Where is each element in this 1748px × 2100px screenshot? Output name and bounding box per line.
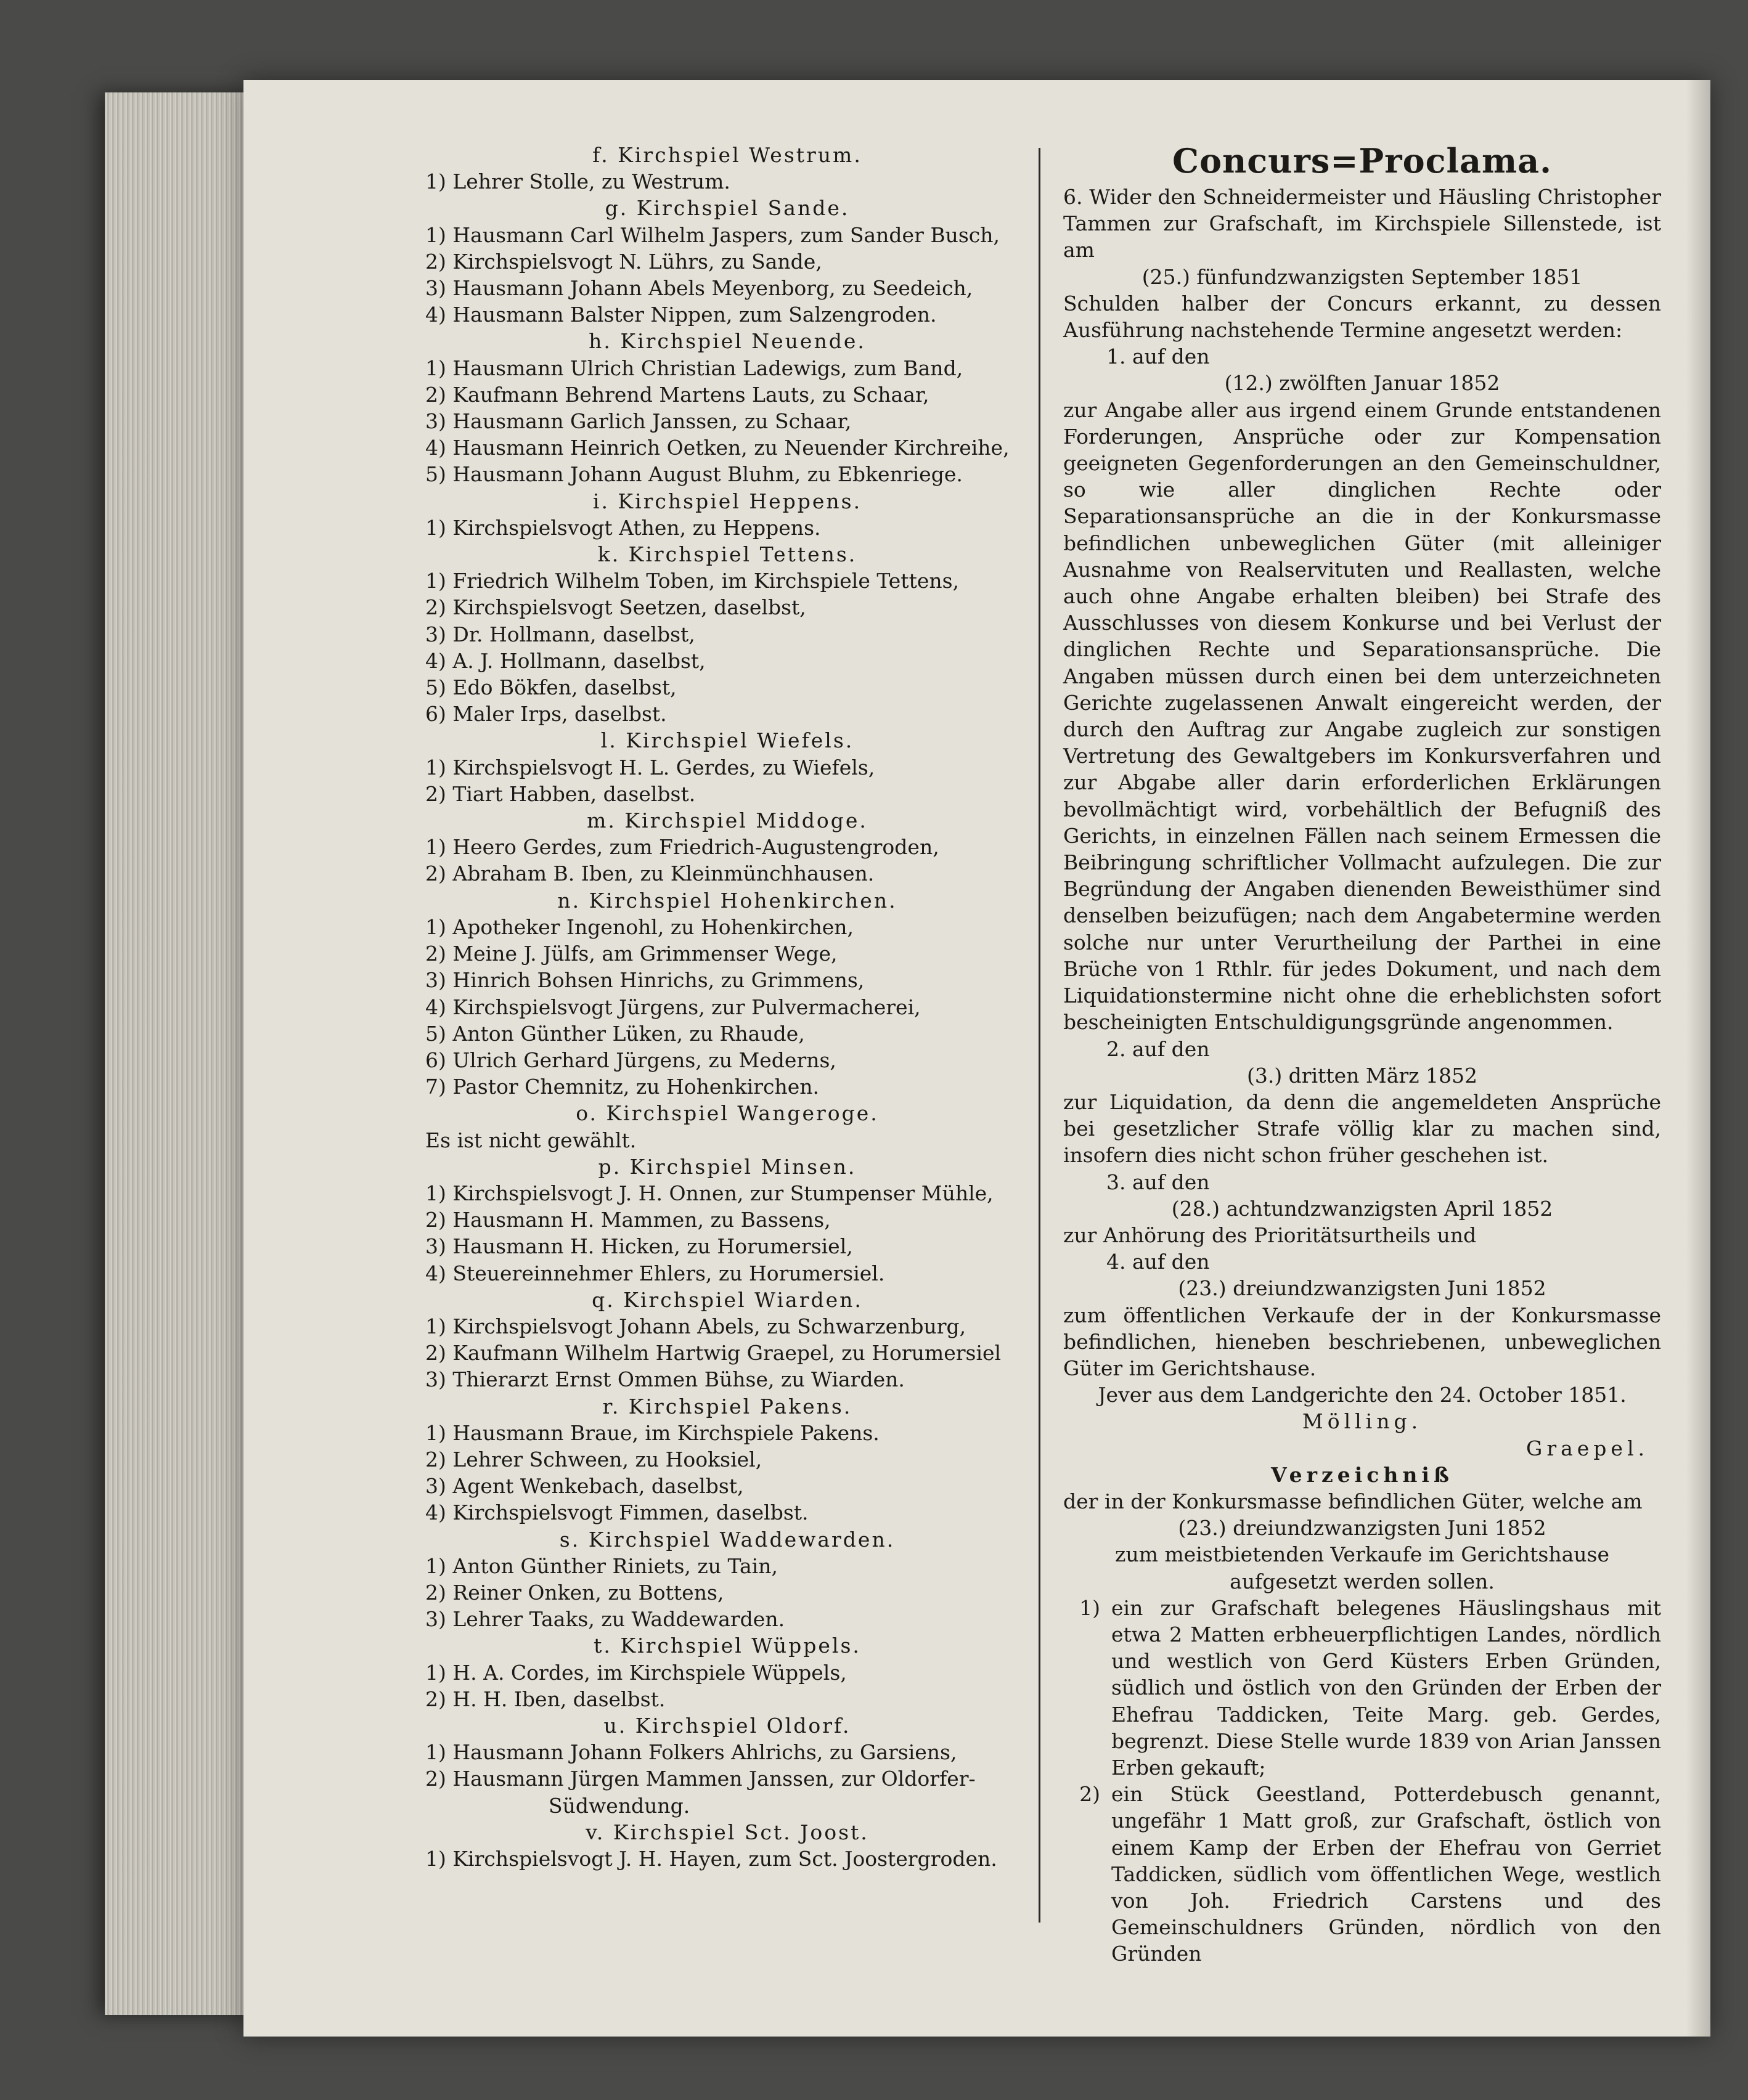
elector-entry: 4) Kirchspielsvogt Jürgens, zur Pulvermacherei, [425, 995, 921, 1019]
parish-heading: i. Kirchspiel Heppens. [592, 489, 862, 513]
book-page-edges [105, 92, 253, 2015]
parish-heading: u. Kirchspiel Oldorf. [603, 1713, 851, 1738]
term-3-label: 3. auf den [1106, 1170, 1210, 1194]
term-4-text: zum öffentlichen Verkaufe der in der Konkursmasse befindlichen, hieneben beschriebenen, unbeweglichen Güter im Gerichtshause. [1063, 1303, 1661, 1380]
elector-entry: 3) Agent Wenkebach, daselbst, [425, 1474, 744, 1499]
term-1-date: (12.) zwölften Januar 1852 [1224, 371, 1500, 396]
elector-entry: 7) Pastor Chemnitz, zu Hohenkirchen. [425, 1075, 819, 1099]
parish-heading: h. Kirchspiel Neuende. [589, 329, 866, 354]
elector-entry: 4) Hausmann Balster Nippen, zum Salzengroden. [425, 303, 937, 327]
term-4-date: (23.) dreiundzwanzigsten Juni 1852 [1178, 1276, 1546, 1301]
parish-heading: o. Kirchspiel Wangeroge. [576, 1101, 879, 1126]
proclama-intro: 6. Wider den Schneidermeister und Häusling Christopher Tammen zur Grafschaft, im Kirchspiele Sillenstede, ist am [1063, 185, 1661, 262]
property-item-text: ein zur Grafschaft belegenes Häuslingshaus mit etwa 2 Matten erbheuerpflichtigen Landes, nördlich und westlich von Gerd Küsters Erben Gründen, südlich und östlich von den Gründen der Erben der Ehefrau Taddicken, Teite Marg. geb. Gerdes, begrenzt. Diese Stelle wurde 1839 von Arian Janssen Erben gekauft; [1111, 1595, 1661, 1780]
elector-entry: 3) Hausmann Garlich Janssen, zu Schaar, [425, 409, 852, 434]
term-2-date: (3.) dritten März 1852 [1246, 1063, 1478, 1088]
left-column-electors-list [425, 142, 1029, 1872]
elector-entry: 2) H. H. Iben, daselbst. [425, 1687, 666, 1711]
place-date-line: Jever aus dem Landgerichte den 24. October 1851. [1098, 1383, 1627, 1407]
term-2-label: 2. auf den [1106, 1036, 1210, 1061]
parish-heading: l. Kirchspiel Wiefels. [600, 728, 854, 753]
elector-entry: 2) Lehrer Schween, zu Hooksiel, [425, 1447, 762, 1471]
property-item-text: ein Stück Geestland, Potterdebusch genannt, ungefähr 1 Matt groß, zur Grafschaft, östlich von einem Kamp der Erben der Ehefrau von Gerriet Taddicken, südlich vom öffentlichen Wege, westlich von Joh. Friedrich Carstens und des Gemeinschuldners Gründen, nördlich von den Gründen [1111, 1782, 1661, 1966]
proclama-intro-2: Schulden halber der Concurs erkannt, zu dessen Ausführung nachstehende Termine angesetzt werden: [1063, 291, 1661, 343]
elector-entry: 4) Kirchspielsvogt Fimmen, daselbst. [425, 1500, 809, 1525]
elector-entry: 1) Hausmann Johann Folkers Ahlrichs, zu Garsiens, [425, 1740, 957, 1765]
elector-entry: 6) Ulrich Gerhard Jürgens, zu Mederns, [425, 1048, 836, 1072]
property-item [1063, 1781, 1661, 1967]
elector-entry: 1) Kirchspielsvogt J. H. Onnen, zur Stumpenser Mühle, [425, 1181, 994, 1205]
parish-heading: t. Kirchspiel Wüppels. [594, 1634, 861, 1658]
elector-entry: 1) Kirchspielsvogt Athen, zu Heppens. [425, 515, 821, 540]
elector-entry: 2) Kirchspielsvogt Seetzen, daselbst, [425, 595, 806, 620]
term-1-text: zur Angabe aller aus irgend einem Grunde entstandenen Forderungen, Ansprüche oder zur Kompensation geeigneten Gegenforderungen an den Gemeinschuldner, so wie aller dinglichen Rechte oder Separationsansprüche an die in der Konkursmasse befindlichen unbeweglichen Güter (mit alleiniger Ausnahme von Realservituten und Reallasten, welche auch ohne Angabe erhalten bleiben) bei Strafe des Ausschlusses von diesem Konkurse und bei Verlust der dinglichen Rechte und Separationsansprüche. Die Angaben müssen durch einen bei dem unterzeichneten Gerichte zugelassenen Anwalt eingereicht werden, der durch den Auftrag zur Angabe zugleich zur sonstigen Vertretung des Gewaltgebers im Konkursverfahren und zur Abgabe aller darin erforderlichen Erklärungen bevollmächtigt wird, vorbehältlich der Befugniß des Gerichts, in einzelnen Fällen nach seinem Ermessen die Beibringung schriftlicher Vollmacht aufzulegen. Die zur Begründung der Angaben dienenden Beweisthümer sind denselben beizufügen; nach dem Angabetermine werden solche nur unter Verurtheilung der Parthei in eine Brüche von 1 Rthlr. für jedes Dokument, und nach dem Liquidationstermine nicht ohne die erheblichsten sofort bescheinigten Entschuldigungsgründe angenommen. [1063, 397, 1661, 1035]
elector-entry: 2) Meine J. Jülfs, am Grimmenser Wege, [425, 942, 838, 966]
elector-entry: 1) Friedrich Wilhelm Toben, im Kirchspiele Tettens, [425, 569, 960, 593]
parish-heading: v. Kirchspiel Sct. Joost. [586, 1820, 869, 1844]
elector-entry: 2) Kaufmann Behrend Martens Lauts, zu Schaar, [425, 382, 929, 407]
elector-entry: 1) Heero Gerdes, zum Friedrich-Augustengroden, [425, 835, 939, 860]
elector-entry: 2) Kirchspielsvogt N. Lührs, zu Sande, [425, 249, 822, 274]
property-item-number: 2) [1079, 1782, 1100, 1807]
elector-entry: 3) Thierarzt Ernst Ommen Bühse, zu Wiarden. [425, 1367, 905, 1392]
term-3-date: (28.) achtundzwanzigsten April 1852 [1171, 1196, 1553, 1221]
elector-entry: 3) Hausmann Johann Abels Meyenborg, zu Seedeich, [425, 276, 973, 301]
elector-entry: 2) Kaufmann Wilhelm Hartwig Graepel, zu Horumersiel [425, 1341, 1002, 1365]
elector-entry: 5) Anton Günther Lüken, zu Rhaude, [425, 1021, 805, 1046]
term-1-label: 1. auf den [1106, 344, 1210, 369]
column-divider [1039, 148, 1040, 1923]
elector-entry: 1) H. A. Cordes, im Kirchspiele Wüppels, [425, 1660, 847, 1685]
verzeichnis-text-2: zum meistbietenden Verkaufe im Gerichtshause aufgesetzt werden sollen. [1114, 1542, 1610, 1593]
elector-entry: 1) Lehrer Stolle, zu Westrum. [425, 169, 730, 194]
elector-entry: 5) Edo Bökfen, daselbst, [425, 675, 677, 700]
elector-entry: 1) Hausmann Braue, im Kirchspiele Pakens. [425, 1420, 880, 1445]
elector-entry: 4) A. J. Hollmann, daselbst, [425, 648, 706, 673]
parish-heading: f. Kirchspiel Westrum. [592, 143, 862, 167]
elector-entry: 3) Hinrich Bohsen Hinrichs, zu Grimmens, [425, 968, 865, 993]
verzeichnis-title: Verzeichniß [1271, 1462, 1453, 1487]
elector-entry: 2) Reiner Onken, zu Bottens, [425, 1580, 724, 1605]
property-item-number: 1) [1079, 1595, 1100, 1620]
property-item [1063, 1595, 1661, 1781]
elector-entry: 4) Steuereinnehmer Ehlers, zu Horumersiel. [425, 1261, 885, 1285]
term-2-text: zur Liquidation, da denn die angemeldeten Ansprüche bei gesetzlicher Strafe völlig klar zu machen sind, insofern dies nicht schon früher geschehen ist. [1063, 1089, 1661, 1168]
elector-entry: 1) Anton Günther Riniets, zu Tain, [425, 1553, 778, 1578]
parish-heading: n. Kirchspiel Hohenkirchen. [557, 888, 897, 913]
parish-heading: q. Kirchspiel Wiarden. [592, 1287, 863, 1312]
elector-entry: Südwendung. [549, 1793, 690, 1818]
elector-entry: 1) Apotheker Ingenohl, zu Hohenkirchen, [425, 914, 854, 939]
proclama-date-1: (25.) fünfundzwanzigsten September 1851 [1142, 264, 1583, 289]
verzeichnis-date: (23.) dreiundzwanzigsten Juni 1852 [1178, 1516, 1546, 1540]
parish-heading: s. Kirchspiel Waddewarden. [559, 1527, 896, 1552]
elector-entry: 4) Hausmann Heinrich Oetken, zu Neuender Kirchreihe, [425, 436, 1010, 460]
elector-entry: Es ist nicht gewählt. [425, 1128, 637, 1152]
elector-entry: 1) Kirchspielsvogt H. L. Gerdes, zu Wiefels, [425, 755, 875, 779]
elector-entry: 3) Hausmann H. Hicken, zu Horumersiel, [425, 1234, 853, 1259]
parish-heading: r. Kirchspiel Pakens. [602, 1394, 852, 1418]
elector-entry: 1) Kirchspielsvogt J. H. Hayen, zum Sct. Joostergroden. [425, 1847, 997, 1871]
elector-entry: 1) Hausmann Carl Wilhelm Jaspers, zum Sander Busch, [425, 222, 1000, 247]
signature-moelling: Mölling. [1302, 1409, 1423, 1434]
right-column-concurs-proclama [1063, 142, 1661, 1968]
elector-entry: 3) Dr. Hollmann, daselbst, [425, 622, 695, 646]
signature-graepel: Graepel. [1525, 1436, 1649, 1460]
term-4-label: 4. auf den [1106, 1250, 1210, 1274]
verzeichnis-text-1: der in der Konkursmasse befindlichen Güter, welche am [1063, 1489, 1643, 1513]
elector-entry: 1) Kirchspielsvogt Johann Abels, zu Schwarzenburg, [425, 1314, 966, 1338]
parish-heading: m. Kirchspiel Middoge. [587, 808, 868, 833]
elector-entry: 6) Maler Irps, daselbst. [425, 702, 667, 726]
elector-entry: 2) Abraham B. Iben, zu Kleinmünchhausen. [425, 861, 875, 886]
parish-heading: k. Kirchspiel Tettens. [597, 542, 857, 567]
term-3-text: zur Anhörung des Prioritätsurtheils und [1063, 1223, 1477, 1247]
property-list [1063, 1595, 1661, 1968]
elector-entry: 2) Hausmann H. Mammen, zu Bassens, [425, 1208, 831, 1232]
elector-entry: 1) Hausmann Ulrich Christian Ladewigs, zum Band, [425, 356, 963, 380]
elector-entry: 3) Lehrer Taaks, zu Waddewarden. [425, 1607, 785, 1632]
elector-entry: 5) Hausmann Johann August Bluhm, zu Ebkenriege. [425, 462, 963, 487]
parish-heading: g. Kirchspiel Sande. [605, 196, 850, 221]
elector-entry: 2) Hausmann Jürgen Mammen Janssen, zur Oldorfer- [425, 1767, 976, 1791]
proclama-title: Concurs=Proclama. [1172, 141, 1552, 181]
parish-heading: p. Kirchspiel Minsen. [598, 1154, 857, 1179]
elector-entry: 2) Tiart Habben, daselbst. [425, 781, 696, 806]
